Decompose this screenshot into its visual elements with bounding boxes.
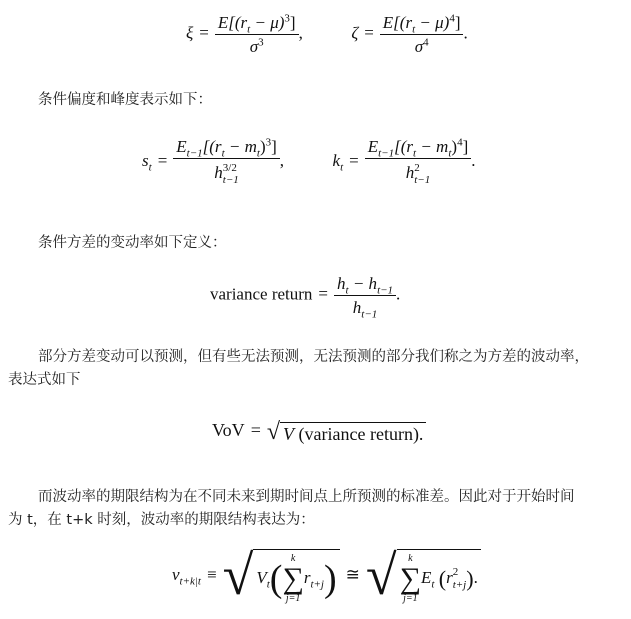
xi-fraction: $\frac{E[(r_t - \mu)^3]}{\sigma^3}$ bbox=[215, 14, 299, 55]
variance-return-fraction: $\frac{h_t - h_{t-1}}{h_{t-1}}$ bbox=[334, 275, 396, 316]
term-sqrt-right: √ k ∑ j=1 $E_t$ (r 2 t+j ). bbox=[366, 548, 481, 604]
sum-right: k ∑ j=1 bbox=[399, 552, 422, 604]
sum-left: k ∑ j=1 bbox=[282, 552, 304, 604]
equation-vov: VoV = √ V (variance return). bbox=[212, 420, 426, 444]
paragraph-variance-change-rate: 条件方差的变动率如下定义： bbox=[38, 235, 227, 251]
equation-skewness-kurtosis: ξ = $\frac{E[(r_t - \mu)^3]}{\sigma^3}$ , ζ = $\frac{E[(r_t - \mu)^4]}{\sigma^4}$ . bbox=[186, 12, 468, 56]
xi-symbol: ξ bbox=[186, 23, 194, 43]
paragraph-vov-line2: 表达式如下 bbox=[8, 372, 81, 388]
equation-conditional-skew-kurt: $s_t$ = $E_{t-1}[(r_t - m_t)^3]$ h 3/2 t−1 , $k_t$ = $E_{t-1}[(r_t - m_t)^4]$ h 2 t−1 . bbox=[142, 136, 476, 187]
kurt-fraction: $E_{t-1}[(r_t - m_t)^4]$ h 2 t−1 bbox=[365, 138, 472, 186]
zeta-symbol: ζ bbox=[351, 23, 359, 43]
skew-fraction: $E_{t-1}[(r_t - m_t)^3]$ h 3/2 t−1 bbox=[173, 138, 280, 186]
zeta-fraction: $\frac{E[(r_t - \mu)^4]}{\sigma^4}$ bbox=[380, 14, 464, 55]
equation-variance-return: variance return = $\frac{h_t - h_{t-1}}{h_{t-1}}$ . bbox=[210, 274, 401, 321]
paragraph-vov-line1: 部分方差变动可以预测，但有些无法预测，无法预测的部分我们称之为方差的波动率， bbox=[38, 349, 589, 365]
equation-term-structure: $\nu_{t+k|t}$ ≡ √ $V_t$( k ∑ j=1 $r_{t+j}$) ≅ √ k ∑ j=1 $E_t$ (r 2 t+j ). bbox=[172, 548, 481, 604]
paragraph-term-structure-line1: 而波动率的期限结构为在不同未来到期时间点上所预测的标准差。因此对于开始时间 bbox=[38, 489, 575, 505]
paragraph-conditional-skew-kurt: 条件偏度和峰度表示如下： bbox=[38, 92, 212, 108]
vov-sqrt: √ V (variance return). bbox=[267, 420, 427, 444]
paragraph-term-structure-line2: 为 t，在 t+k 时刻，波动率的期限结构表达为： bbox=[8, 512, 315, 528]
term-sqrt-left: √ $V_t$( k ∑ j=1 $r_{t+j}$) bbox=[223, 548, 340, 604]
